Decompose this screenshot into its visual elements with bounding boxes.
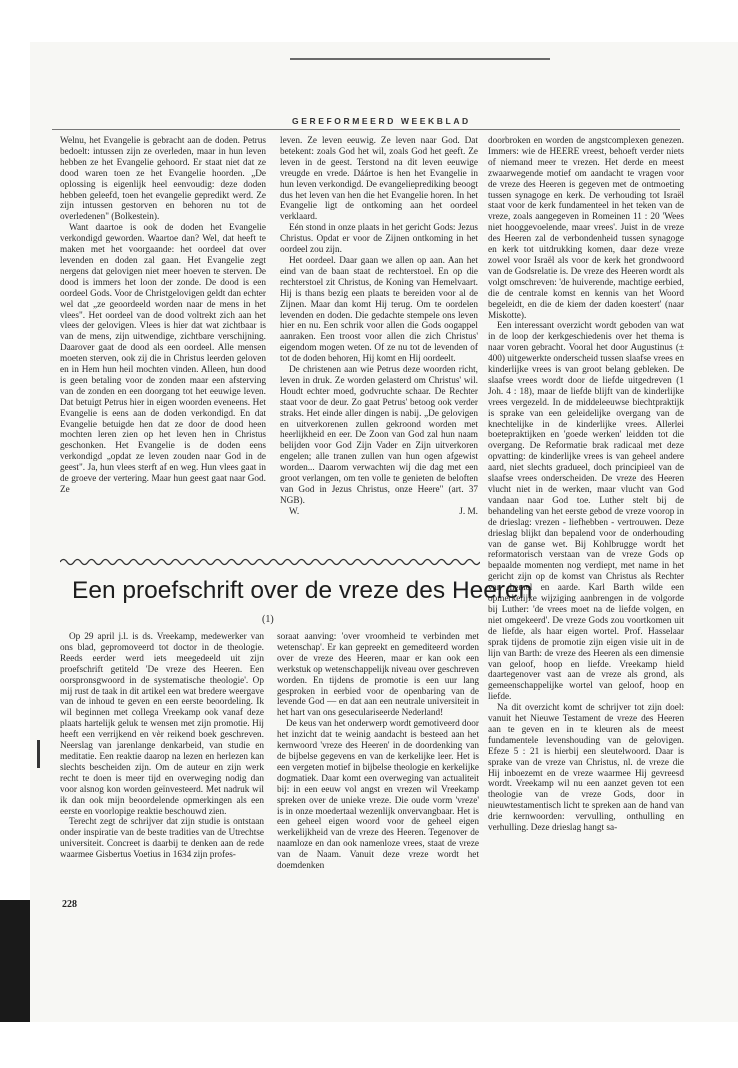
paragraph: Het oordeel. Daar gaan we allen op aan. Aan het eind van de baan staat de rechterstoel. En op die rechterstoel zit Christus, de Koning van Hemelvaart. Hij is thans bezig een plaats te bereiden voor al de Zijnen. Maar dan komt Hij terug. Om te oordelen levenden en doden. Die gedachte stempele ons leven hier en nu. Een schrik voor allen die Gods oogappel aanraken. Een troost voor allen die zich Christus' eigendom mogen weten. Of ze nu tot de levenden of tot de doden behoren, Hij komt en Hij oordeelt. — [280, 255, 478, 365]
paragraph: Welnu, het Evangelie is gebracht aan de doden. Petrus bedoelt: intussen zijn ze overleden, maar in hun leven hebben ze het Evangelie gehoord. Er staat niet dat ze dood waren toen ze het Evangelie hoorden. „De oplossing is eigenlijk heel eenvoudig: deze doden hebben geleefd, toen het evangelie gepredikt werd. Ze zijn intussen gestorven en behoren nu tot de overledenen" (Bolkestein). — [60, 136, 266, 223]
paragraph: Op 29 april j.l. is ds. Vreekamp, medewerker van ons blad, gepromoveerd tot doctor in de theologie. Reeds eerder werd iets meegedeeld uit zijn proefschrift getiteld 'De vreze des Heeren. Een oorspronsgwoord in de systematische theologie'. Op mij rust de taak in dit artikel een wat bredere weergave van de inhoud te geven en een eerste beoordeling. Ik wil beginnen met collega Vreekamp ook vanaf deze plaats hartelijk geluk te wensen met zijn promotie. Hij heeft een verrijkend en vèr reikend boek geschreven. Neerslag van jarenlange denkarbeid, van studie en meditatie. Een reaktie daarop na lezen en herlezen kan slechts bescheiden zijn. Om de auteur en zijn werk recht te doen is meer tijd en overweging nodig dan voor alsnog kon worden geïnvesteerd. Met nadruk wil ik dan ook mijn beoordelende opmerkingen als een eerste en voorlopige reaktie beschouwd zien. — [60, 632, 264, 817]
paragraph: soraat aanving: 'over vroomheid te verbinden met wetenschap'. Er kan gepreekt en gemediteerd worden over de vreze des Heeren, maar er kan ook een werkstuk op wetenschappelijk niveau over geschreven worden. En tijdens de promotie is een uur lang gesproken in eerbied voor de openbaring van de levende God — en dat aan een neutrale universiteit in het hart van ons geseculariseerde Nederland! — [277, 632, 479, 719]
paragraph: Want daartoe is ook de doden het Evangelie verkondigd geworden. Waartoe dan? Wel, dat heeft te maken met het voorgaande: het oordeel dat over levenden en doden zal gaan. Het Evangelie zegt nergens dat gelovigen niet meer hoeven te sterven. De dood is immers het loon der zonde. De dood is een oordeel Gods. Voor de Christgelovigen geldt dan echter wel dat „ze geoordeeld worden naar de mens in het vlees". Het oordeel van de dood voltrekt zich aan het vlees der gelovigen. Vlees is hier dat wat zichtbaar is van de mens, zijn uitwendige, zichtbare verschijning. Daarover gaat de dood als een oordeel. Alle mensen moeten sterven, ook zij die in Christus leerden geloven en in Hem hun heil mochten vinden. Alleen, hun dood is geen betaling voor de zonden maar een afsterving van de zonden en een doorgang tot het eeuwige leven. Dat betuigt Petrus hier in eigen woorden eveneens. Het Evangelie is eens aan de doden verkondigd. En dat Evangelie betuigde hen dat ze door de dood heen mochten leren zien op het leven hen in Christus geschonken. Het Evangelie is de doden eens verkondigd „opdat ze leven zouden naar God in de geest". Ja, hun vlees sterft af en weg. Hun vlees gaat in de groeve der vertering. Maar hun geest gaat naar God. Ze — [60, 223, 266, 495]
header-rule — [52, 129, 680, 130]
scan-artifact-line — [290, 58, 550, 60]
signature-line — [280, 507, 478, 518]
paragraph: Een interessant overzicht wordt geboden van wat in de loop der kerkgeschiedenis over het thema is naar voren gebracht. Vooral het door Augustinus (± 400) uitgewerkte onderscheid tussen slaafse vrees en kinderlijke vrees is van groot belang gebleken. De slaafse vrees wordt door de liefde uitgedreven (1 Joh. 4 : 18), maar de liefde blijft van de kinderlijke vrees vergezeld. In de middeleeuwse biechtpraktijk is sprake van een geleidelijke overgang van de knechtelijke in de kinderlijke vrees. Allerlei boetepraktijken en 'goede werken' leidden tot die overgang. De Reformatie brak radicaal met deze opvatting: de kinderlijke vrees is van geheel andere aard, niet slechts gradueel, doch principieel van de slaafse vrees onderscheiden. De vreze des Heeren vlucht niet in de werken, maar vlucht van God vandaan naar God toe. Luther stelt bij de behandeling van het eerste gebod de vreze voorop in de drieslag: vrezen - liefhebben - vertrouwen. Deze drieslag blijkt dan bepalend voor de onderhouding van de ganse wet. Bij Kohlbrugge wordt het reformatorisch verstaan van de vreze Gods op bepaalde momenten nog verdiept, met name in het gericht zijn op de komst van Christus als Rechter van hemel en aarde. Karl Barth wilde een opmerkelijke wijziging aanbrengen in de volgorde bij Luther: 'de vrees moet na de liefde volgen, en niet omgekeerd'. De vreze Gods zou voortkomen uit de liefde, als haar eigen wortel. Prof. Hasselaar sprak tijdens de promotie zijn eigen visie uit in de lijn van Barth: de vreze des Heeren als een dimensie van geloof, hoop en liefde. Vreekamp hield daartegenover vast aan de vreze als grond, als gemeenschappelijke wortel van geloof, hoop en liefde. — [488, 321, 684, 703]
running-head: GEREFORMEERD WEEKBLAD — [292, 116, 471, 126]
paragraph: De keus van het onderwerp wordt gemotiveerd door het inzicht dat te weinig aandacht is besteed aan het kernwoord 'vreze des Heeren' in de doordenking van de bijbelse gegevens en van de kerkelijke leer. Het is een vergeten motief in bijbelse theologie en kerkelijke dogmatiek. Daar komt een overweging van actualiteit bij: in een eeuw vol angst en vrezen wil Vreekamp spreken over de unieke vreze. Die oude vorm 'vreze' is in onze moedertaal wezenlijk onvervangbaar. Het is een geheel eigen woord voor de geheel eigen werkelijkheid van de vreze des Heeren. Tegenover de naamloze en dan ook namenloze vrees, staat de vreze van de Naam. Vanuit deze vreze wordt het doemdenken — [277, 719, 479, 872]
paragraph: doorbroken en worden de angstcomplexen genezen. Immers: wie de HEERE vreest, behoeft verder niets of niemand meer te vrezen. Het derde en meest zwaarwegende motief om aandacht te vragen voor de vreze des Heeren is gegeven met de ontmoeting tussen synagoge en kerk. De verhouding tot Israël staat voor de kerk fundamenteel in het teken van de vreze, zoals aangegeven in Romeinen 11 : 20 'Wees niet hooggevoelende, maar vrees'. Juist in de vreze des Heeren zal de verbondenheid tussen synagoge en kerk tot uitdrukking komen, daar deze vreze zowel voor Israël als voor de kerk het grondwoord van de Godsrelatie is. De vreze des Heeren wordt als volgt omschreven: 'de huiverende, machtige eerbied, die de centrale komst en kennis van het Woord begeleidt, en die de kiem der daden koestert' (naar Miskotte). — [488, 136, 684, 321]
wavy-separator — [60, 556, 480, 568]
top-article-column-1 — [60, 136, 266, 496]
article-column-1 — [60, 632, 264, 861]
paragraph: leven. Ze leven eeuwig. Ze leven naar God. Dat betekent: zoals God het wil, zoals God het geeft. Ze leven in de geest. Terstond na dit leven eeuwige vreugde en vrede. Dáártoe is hen het Evangelie in hun leven verkondigd. De evangelieprediking beoogt dus het leven van hen die het Evangelie horen. In het Evangelie ligt de ontkoming aan het oordeel verklaard. — [280, 136, 478, 223]
signature-left: W. — [289, 506, 300, 517]
paragraph: De christenen aan wie Petrus deze woorden richt, leven in druk. Ze worden gelasterd om Christus' wil. Houdt echter moed, godvruchte schaar. De Rechter staat voor de deur. Zo gaat Petrus' betoog ook verder straks. Het einde aller dingen is nabij. „De gelovigen en uitverkorenen zullen gekroond worden met heerlijkheid en eer. De Zoon van God zal hun naam belijden voor God Zijn Vader en Zijn uitverkoren engelen; alle tranen zullen van hun ogen afgewist worden... Daarom verwachten wij die dag met een groot verlangen, om ten volle te genieten de beloften van God in Jezus Christus, onze Heere" (art. 37 NGB). — [280, 365, 478, 506]
paragraph: Na dit overzicht komt de schrijver tot zijn doel: vanuit het Nieuwe Testament de vreze des Heeren aan te geven en in te kleuren als de meest fundamentele levenshouding van de gelovigen. Efeze 5 : 21 is hierbij een sleutelwoord. Daar is sprake van de vreze van Christus, nl. de vreze die Hij inboezemt en de vreze waarmee Hij gevreesd wordt. Vreekamp wil nu een aanzet geven tot een theologie van de vreze Gods, door in nieuwtestamentisch licht te spreken aan de hand van drie kernwoorden: vervulling, onthulling en verhulling. Deze drieslag hangt sa- — [488, 703, 684, 834]
signature-right: J. M. — [459, 506, 478, 517]
paragraph: Eén stond in onze plaats in het gericht Gods: Jezus Christus. Opdat er voor de Zijnen ontkoming in het oordeel zou zijn. — [280, 223, 478, 256]
margin-mark — [37, 740, 40, 768]
article-column-2 — [277, 632, 479, 872]
article-part-number: (1) — [262, 614, 274, 625]
article-title: Een proefschrift over de vreze des Heeren — [72, 577, 533, 604]
paragraph: Terecht zegt de schrijver dat zijn studie is ontstaan onder inspiratie van de beste tradities van de Utrechtse universiteit. Concreet is daarbij te denken aan de rede waarmee Gisbertus Voetius in 1634 zijn profes- — [60, 817, 264, 861]
top-article-column-2 — [280, 136, 478, 518]
page-number: 228 — [62, 899, 77, 910]
right-column — [488, 136, 684, 996]
scan-edge-shadow — [0, 900, 30, 1022]
